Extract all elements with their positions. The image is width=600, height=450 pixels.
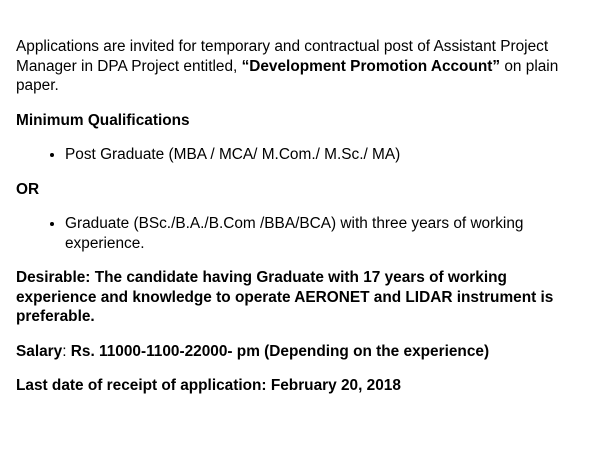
qualification-option-postgraduate: • Post Graduate (MBA / MCA/ M.Com./ M.Sc./ MA) [65, 145, 584, 165]
intro-text-after: on plain paper. [16, 57, 559, 94]
salary-label: Salary [16, 342, 63, 360]
intro-text-before: Applications are invited for temporary and contractual post of Assistant Project Manager in DPA Project entitled, [16, 38, 549, 75]
project-name: “Development Promotion Account” [241, 57, 501, 75]
qualification-list-1 [16, 145, 584, 165]
intro-paragraph [16, 37, 584, 96]
qualifications-heading: Minimum Qualifications [16, 111, 190, 129]
salary-separator: : [62, 342, 71, 360]
qualification-list-2 [16, 214, 584, 253]
salary-paragraph [16, 342, 584, 362]
or-separator: OR [16, 180, 40, 198]
deadline-paragraph: Last date of receipt of application: February 20, 2018 [16, 377, 401, 394]
desirable-paragraph: Desirable: The candidate having Graduate with 17 years of working experience and knowledge to operate AERONET and LIDAR instrument is preferable. [16, 269, 554, 325]
salary-value: Rs. 11000-1100-22000- pm (Depending on the experience) [70, 342, 490, 360]
qualification-option-graduate: • Graduate (BSc./B.A./B.Com /BBA/BCA) with three years of working experience. [65, 214, 584, 253]
